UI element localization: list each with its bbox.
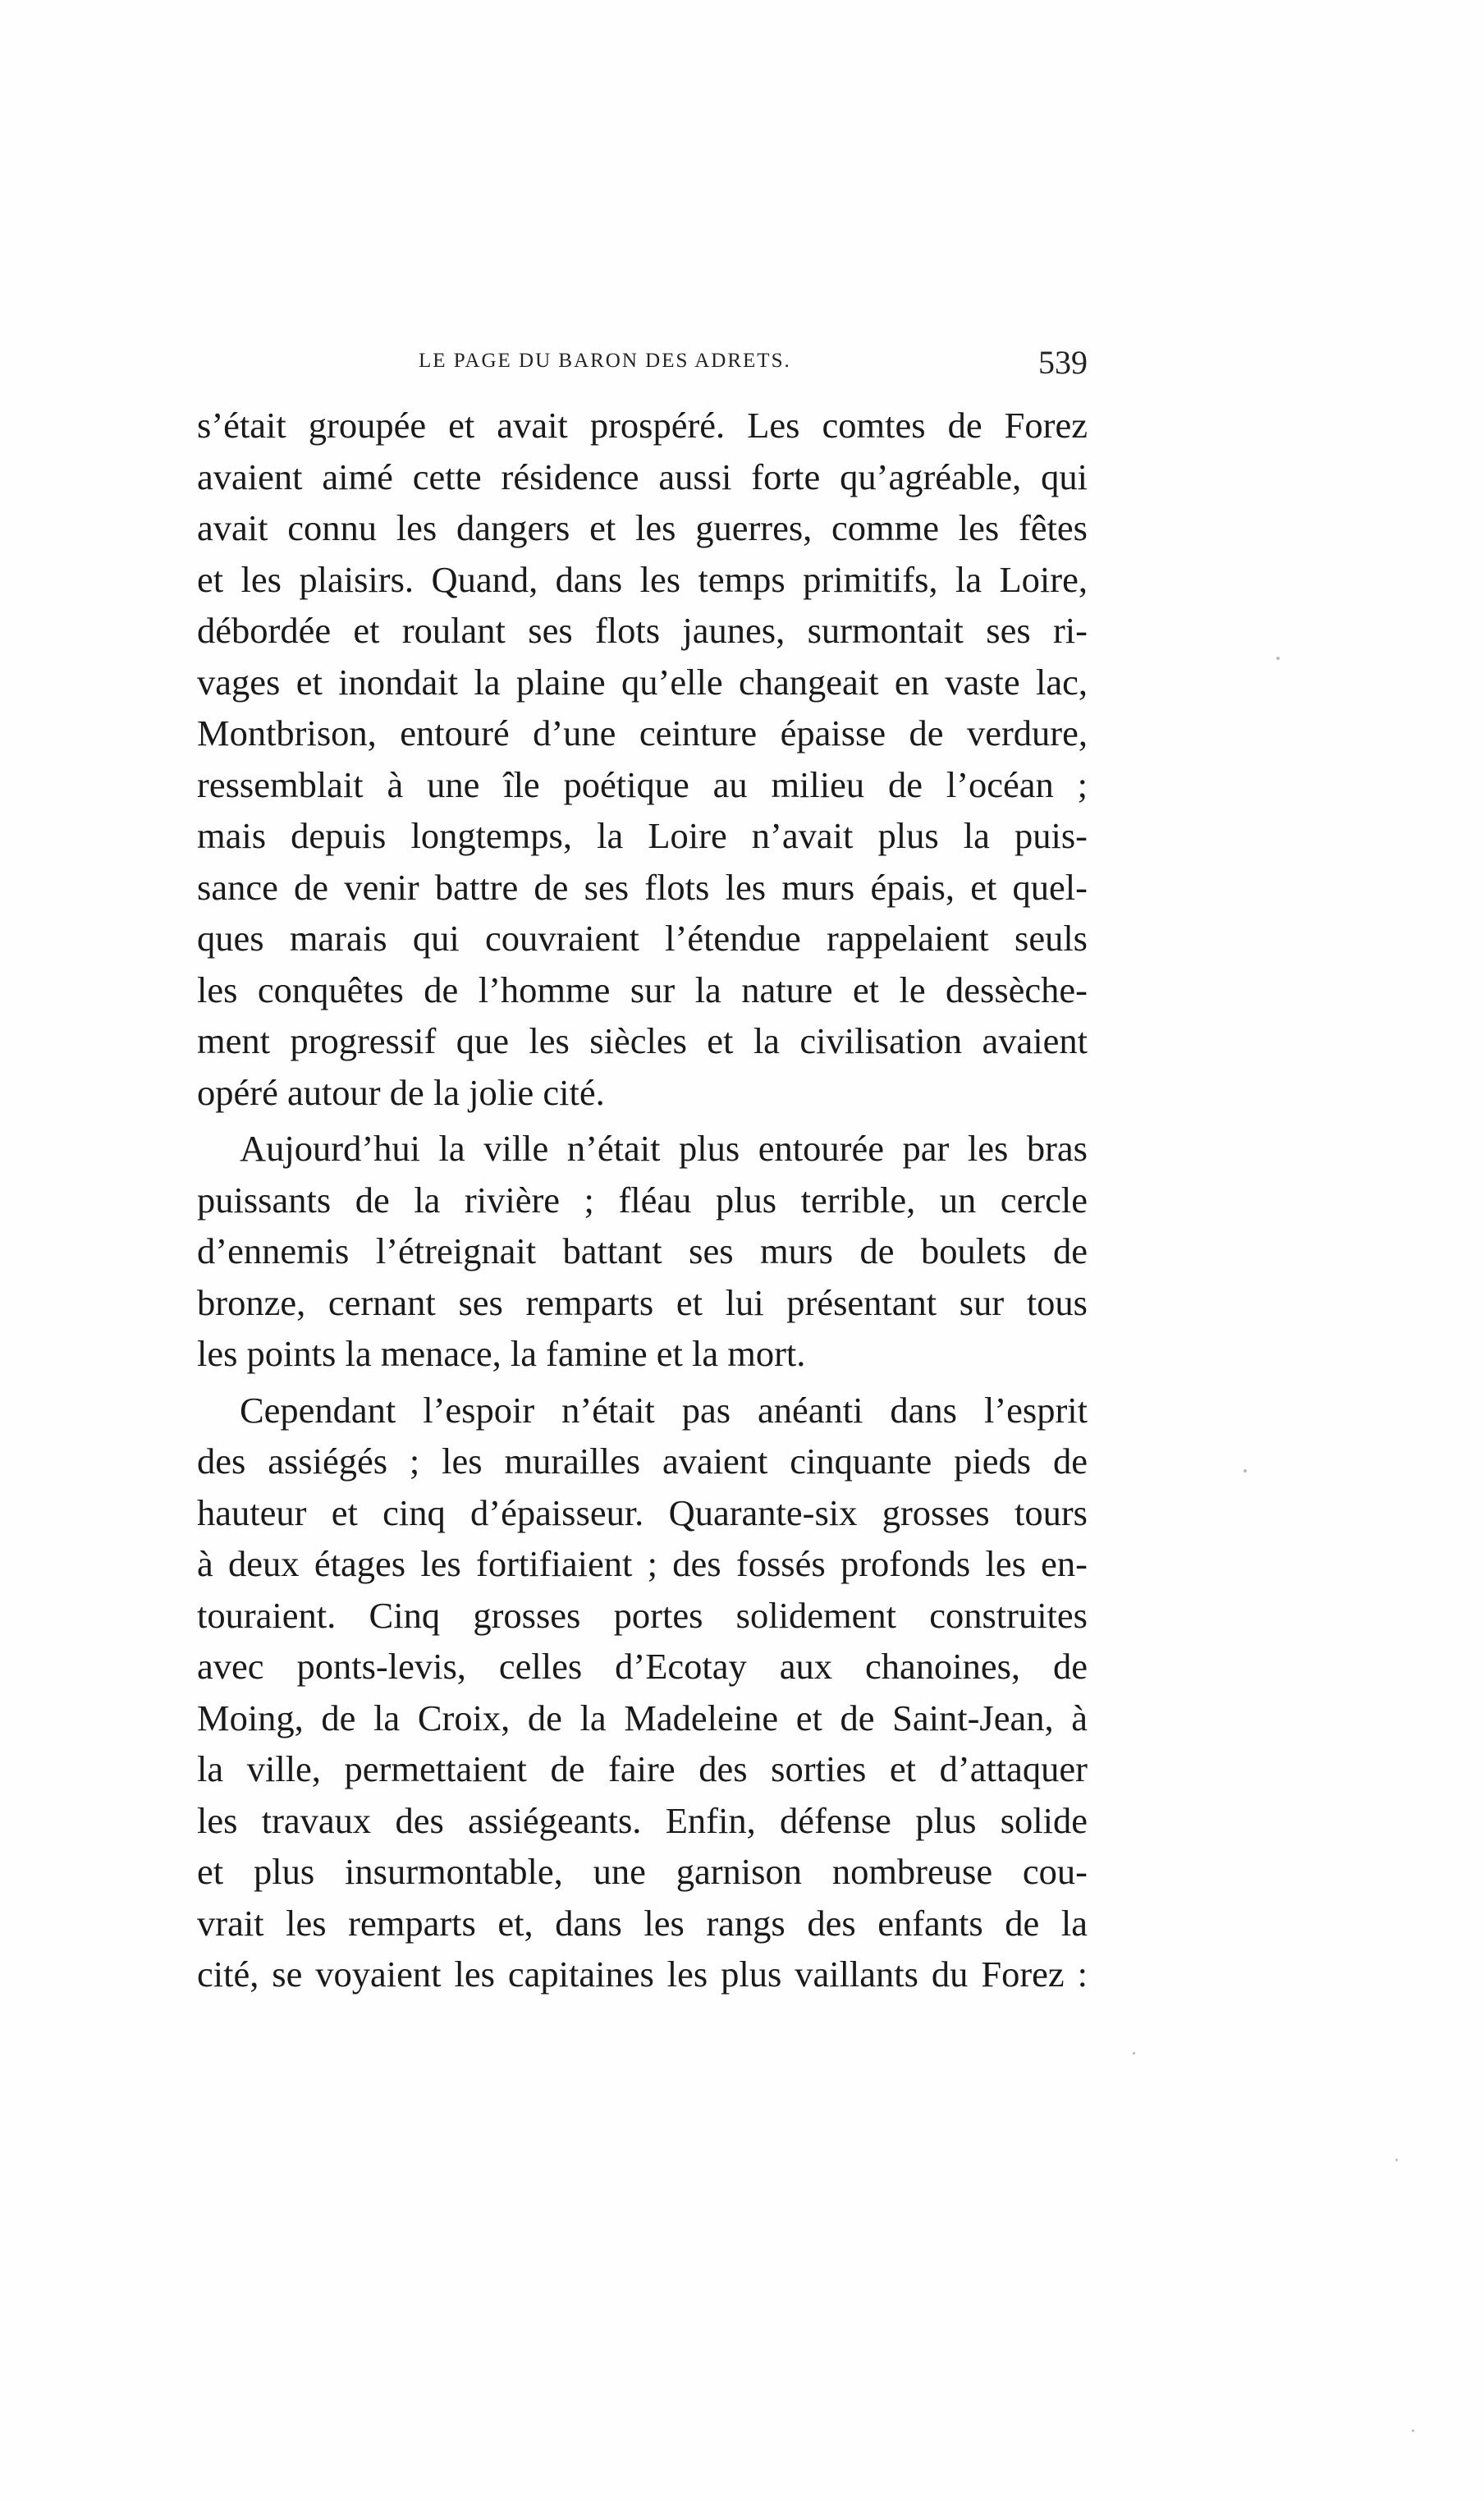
running-title: LE PAGE DU BARON DES ADRETS. <box>419 350 791 372</box>
text-line: ment progressif que les siècles et la civilisation avaient <box>197 1020 1088 1061</box>
text-line: les travaux des assiégeants. Enfin, défense plus solide <box>197 1799 1088 1841</box>
text-line: et plus insurmontable, une garnison nombreuse cou- <box>197 1851 1088 1892</box>
text-line: vages et inondait la plaine qu’elle changeait en vaste lac, <box>197 661 1088 703</box>
scan-speck <box>1244 1469 1247 1473</box>
text-line: avec ponts-levis, celles d’Ecotay aux chanoines, de <box>197 1646 1088 1687</box>
text-line: les conquêtes de l’homme sur la nature et le dessèche- <box>197 969 1088 1010</box>
text-line: s’était groupée et avait prospéré. Les comtes de Forez <box>197 405 1088 446</box>
text-line: opéré autour de la jolie cité. <box>197 1071 605 1113</box>
paragraph <box>197 1123 1088 1380</box>
text-line: mais depuis longtemps, la Loire n’avait plus la puis- <box>197 815 1088 856</box>
text-line: débordée et roulant ses flots jaunes, surmontait ses ri- <box>197 610 1088 651</box>
text-line: avait connu les dangers et les guerres, comme les fêtes <box>197 507 1088 548</box>
text-line: et les plaisirs. Quand, dans les temps primitifs, la Loire, <box>197 558 1088 600</box>
text-line: vrait les remparts et, dans les rangs des enfants de la <box>197 1902 1088 1944</box>
text-line: puissants de la rivière ; fléau plus terrible, un cercle <box>197 1179 1088 1221</box>
text-line: ressemblait à une île poétique au milieu de l’océan ; <box>197 763 1088 805</box>
body-text <box>197 400 1088 2000</box>
text-line: d’ennemis l’étreignait battant ses murs de boulets de <box>197 1230 1088 1271</box>
running-head <box>197 343 1088 384</box>
text-line: sance de venir battre de ses flots les murs épais, et quel- <box>197 866 1088 908</box>
paragraph <box>197 400 1088 1118</box>
text-line: à deux étages les fortifiaient ; des fossés profonds les en- <box>197 1543 1088 1584</box>
text-line: des assiégés ; les murailles avaient cinquante pieds de <box>197 1441 1088 1482</box>
scan-speck <box>1412 2430 1414 2432</box>
paragraph <box>197 1385 1088 2000</box>
text-line: Moing, de la Croix, de la Madeleine et de Saint-Jean, à <box>197 1697 1088 1738</box>
text-line: ques marais qui couvraient l’étendue rappelaient seuls <box>197 918 1088 959</box>
page-number: 539 <box>1038 344 1088 381</box>
text-line: la ville, permettaient de faire des sorties et d’attaquer <box>197 1748 1088 1789</box>
scan-speck <box>1395 2159 1398 2161</box>
text-line: les points la menace, la famine et la mort. <box>197 1333 806 1374</box>
text-line: touraient. Cinq grosses portes solidement construites <box>197 1594 1088 1636</box>
text-line: cité, se voyaient les capitaines les plus vaillants du Forez : <box>197 1954 1088 1995</box>
text-line: bronze, cernant ses remparts et lui présentant sur tous <box>197 1281 1088 1323</box>
scan-speck <box>1276 657 1280 660</box>
text-line: Cependant l’espoir n’était pas anéanti dans l’esprit <box>240 1389 1088 1431</box>
text-line: avaient aimé cette résidence aussi forte qu’agréable, qui <box>197 456 1088 497</box>
text-line: Montbrison, entouré d’une ceinture épaisse de verdure, <box>197 712 1088 754</box>
text-line: Aujourd’hui la ville n’était plus entourée par les bras <box>240 1128 1088 1169</box>
text-line: hauteur et cinq d’épaisseur. Quarante-six grosses tours <box>197 1491 1088 1533</box>
scan-speck <box>1133 2052 1135 2054</box>
